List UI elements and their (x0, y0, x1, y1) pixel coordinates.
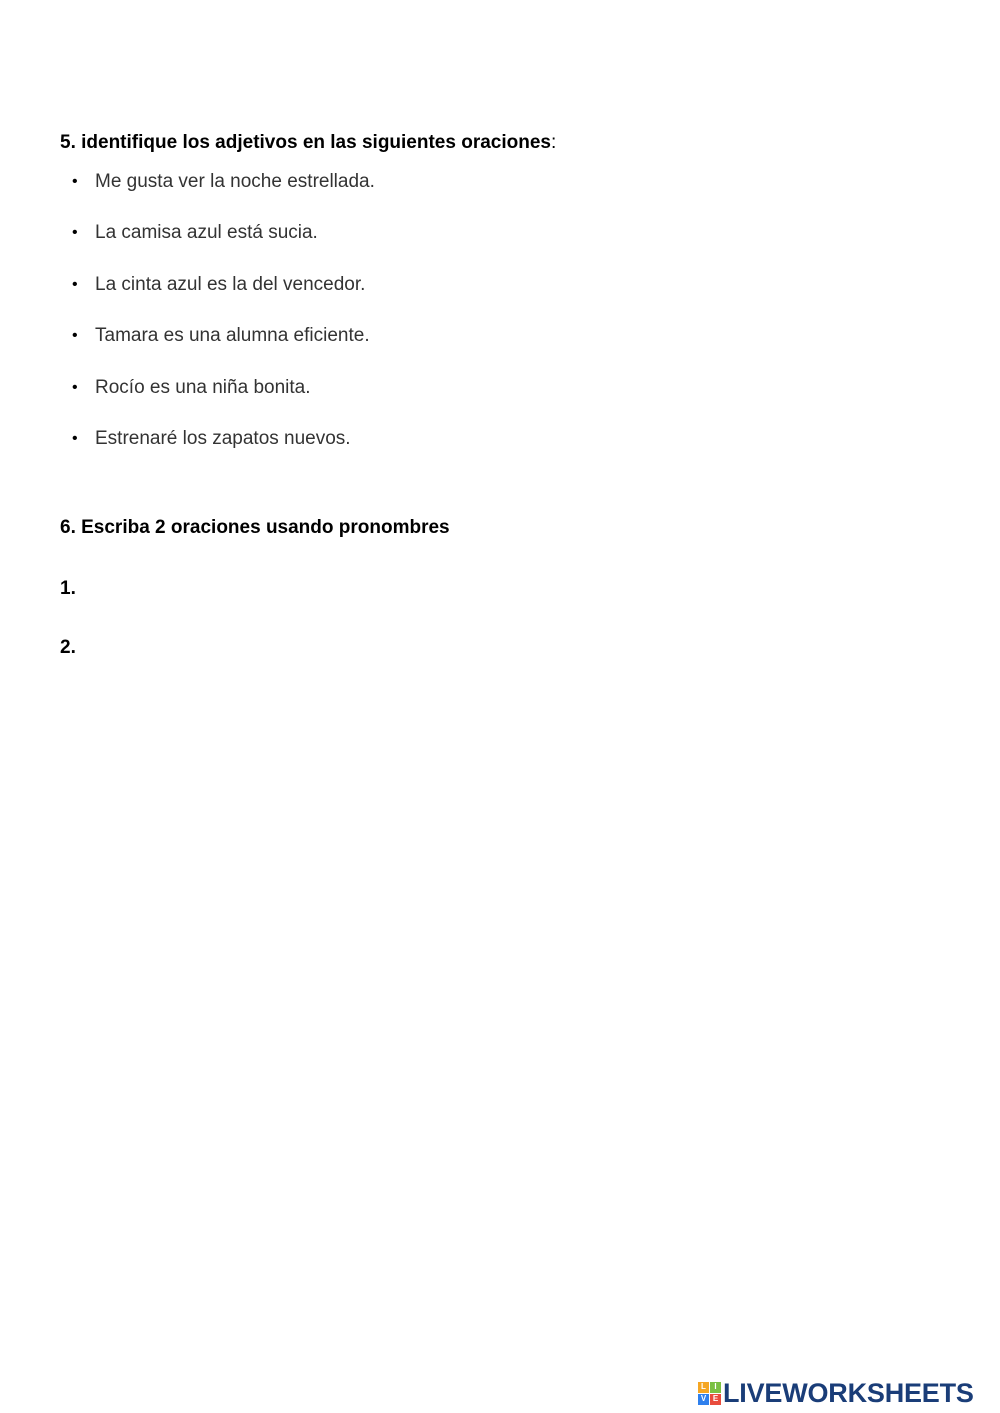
bullet-icon: • (72, 429, 78, 447)
bullet-icon: • (72, 327, 78, 345)
question-5-heading-colon: : (550, 132, 557, 153)
bullet-icon: • (72, 173, 78, 190)
logo-mark-cell: E (710, 1394, 721, 1405)
answer-line-1[interactable]: 1. (60, 578, 76, 599)
liveworksheets-logo (698, 1378, 974, 1408)
logo-mark-icon (698, 1382, 721, 1405)
sentence-text: La cinta azul es la del vencedor. (95, 273, 366, 295)
question-5-heading-text: 5. identifique los adjetivos en las siguientes oraciones (60, 132, 551, 153)
bullet-icon: • (72, 378, 78, 396)
question-6-heading: 6. Escriba 2 oraciones usando pronombres (60, 517, 450, 538)
sentence-text: Estrenaré los zapatos nuevos. (95, 427, 351, 449)
sentence-text: Rocío es una niña bonita. (95, 376, 311, 398)
sentence-text: La camisa azul está sucia. (95, 222, 318, 244)
bullet-icon: • (72, 275, 78, 293)
logo-mark-cell: V (698, 1394, 709, 1405)
answer-line-2[interactable]: 2. (60, 637, 76, 658)
sentence-text: Me gusta ver la noche estrellada. (95, 171, 375, 192)
question-5-heading (60, 131, 556, 155)
logo-mark-cell: I (710, 1382, 721, 1393)
bullet-icon: • (72, 224, 78, 242)
logo-mark-cell: L (698, 1382, 709, 1393)
sentence-text: Tamara es una alumna eficiente. (95, 325, 370, 347)
logo-text: LIVEWORKSHEETS (723, 1378, 974, 1408)
